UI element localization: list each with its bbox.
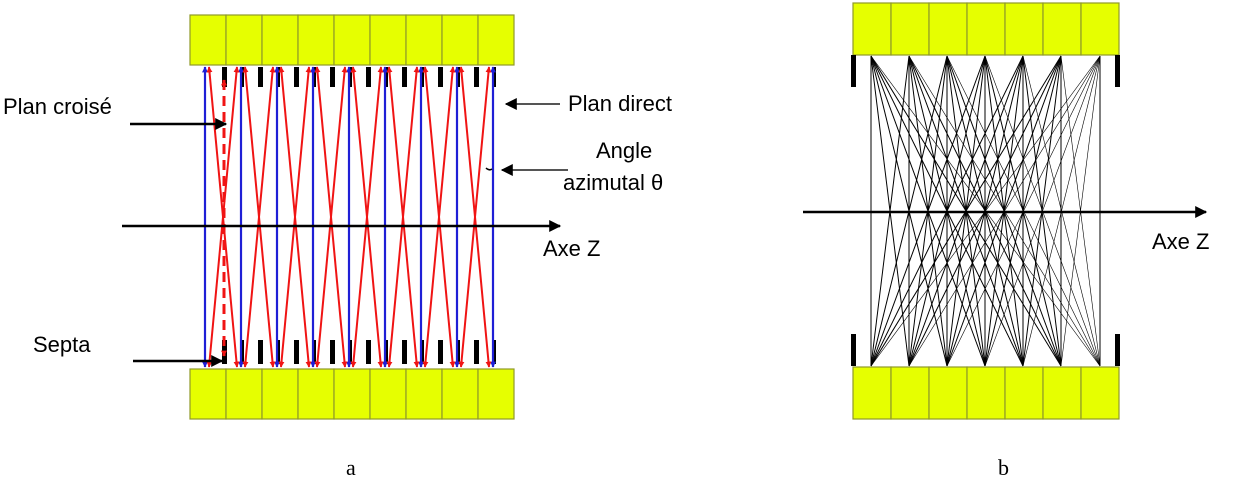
angle-arc [486, 168, 492, 170]
septum [366, 67, 371, 87]
detector-cell [1005, 3, 1043, 55]
detector-cell [442, 369, 478, 419]
detector-cell [262, 15, 298, 65]
septum [330, 67, 335, 87]
septa-label: Septa [33, 332, 91, 357]
detector-cell [298, 15, 334, 65]
detector-cell [853, 367, 891, 419]
septa-group [222, 67, 496, 364]
detector-cell [190, 369, 226, 419]
detector-cell [891, 367, 929, 419]
detector-cell [891, 3, 929, 55]
axe-z-label: Axe Z [1152, 229, 1210, 254]
plan-direct-label: Plan direct [568, 91, 672, 116]
top-detector-ring [853, 3, 1119, 55]
detector-cell [262, 369, 298, 419]
detector-cell [1043, 367, 1081, 419]
septum [474, 67, 479, 87]
septum [366, 340, 371, 364]
detector-cell [967, 367, 1005, 419]
detector-cell [1043, 3, 1081, 55]
detector-cell [1005, 367, 1043, 419]
caption-a: a [346, 455, 356, 480]
septum [294, 67, 299, 87]
detector-cell [370, 369, 406, 419]
septum [438, 67, 443, 87]
detector-cell [406, 15, 442, 65]
detector-cell [853, 3, 891, 55]
plan-croise-label: Plan croisé [3, 94, 112, 119]
septum [402, 340, 407, 364]
septum [474, 340, 479, 364]
detector-cell [298, 369, 334, 419]
detector-cell [929, 367, 967, 419]
axe-z-label: Axe Z [543, 236, 601, 261]
bottom-detector-ring [190, 369, 514, 419]
detector-cell [334, 15, 370, 65]
detector-cell [1081, 367, 1119, 419]
septum [438, 340, 443, 364]
detector-cell [478, 369, 514, 419]
angle-label-line1: Angle [596, 138, 653, 163]
septum [294, 340, 299, 364]
detector-cell [370, 15, 406, 65]
detector-cell [190, 15, 226, 65]
septum [330, 340, 335, 364]
panel-b [803, 3, 1209, 480]
bottom-detector-ring [853, 367, 1119, 419]
panel-a [3, 15, 672, 480]
septum [258, 67, 263, 87]
shield-bottom-right [1115, 334, 1120, 366]
detector-cell [478, 15, 514, 65]
septum [402, 67, 407, 87]
lines-of-response [205, 67, 493, 367]
top-detector-ring [190, 15, 514, 65]
detector-cell [226, 15, 262, 65]
angle-label-line2: azimutal θ [563, 170, 664, 195]
detector-cell [967, 3, 1005, 55]
shield-bottom-left [851, 334, 856, 366]
detector-cell [334, 369, 370, 419]
septum [258, 340, 263, 364]
detector-cell [1081, 3, 1119, 55]
shield-top-right [1115, 55, 1120, 87]
detector-cell [442, 15, 478, 65]
shield-top-left [851, 55, 856, 87]
detector-cell [226, 369, 262, 419]
caption-b: b [998, 455, 1009, 480]
detector-cell [406, 369, 442, 419]
detector-cell [929, 3, 967, 55]
